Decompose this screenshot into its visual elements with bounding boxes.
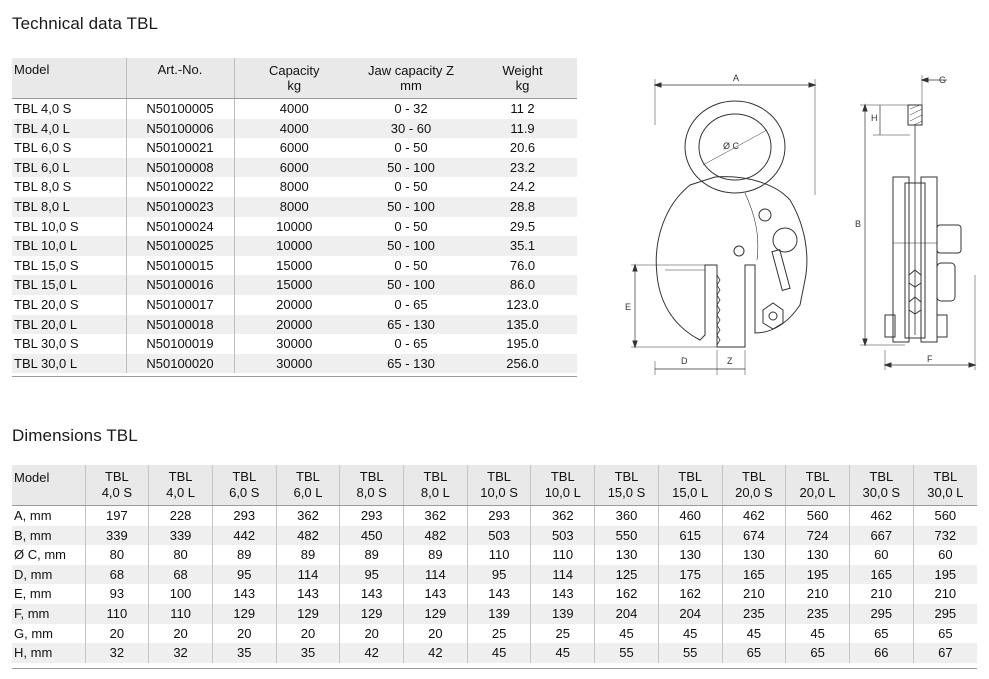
dimension-value: 89 [276, 545, 340, 565]
dimension-value: 293 [340, 506, 404, 526]
model-size: 8,0 S [356, 485, 387, 500]
model-column-header [149, 465, 213, 506]
model-series: TBL [423, 469, 448, 484]
jaw-capacity-cell: 0 - 32 [394, 101, 428, 116]
dimension-value: 139 [531, 604, 595, 624]
dimension-value: 114 [276, 565, 340, 585]
dimension-value: 143 [467, 584, 531, 604]
model-size: 10,0 S [480, 485, 518, 500]
dimension-value: 32 [149, 643, 213, 663]
model-series: TBL [678, 469, 703, 484]
dimension-value: 20 [212, 624, 276, 644]
dimension-value: 503 [531, 526, 595, 546]
model-size: 30,0 S [862, 485, 901, 500]
dim-label-a: A [733, 73, 740, 83]
dimension-value: 68 [149, 565, 213, 585]
dimension-value: 560 [913, 506, 977, 526]
model-cell: TBL 6,0 S [12, 138, 126, 158]
jaw-capacity-cell: 65 - 130 [354, 315, 468, 335]
dimension-value: 139 [467, 604, 531, 624]
dimension-value: 165 [722, 565, 786, 585]
dimension-value: 25 [467, 624, 531, 644]
model-series: TBL [232, 469, 257, 484]
model-column-header [849, 465, 913, 506]
jaw-capacity-cell: 0 - 65 [394, 296, 428, 312]
capacity-cell: 20000 [234, 315, 354, 335]
dim-label-f: F [927, 354, 933, 364]
model-column-header [467, 465, 531, 506]
model-column-header [340, 465, 404, 506]
dimension-value: 93 [85, 584, 149, 604]
technical-row [12, 177, 577, 197]
technical-row [12, 315, 577, 335]
weight-cell: 29.5 [509, 218, 536, 234]
dimensions-title: Dimensions TBL [12, 426, 138, 445]
dimension-value: 235 [786, 604, 850, 624]
header-art-no: Art.-No. [126, 58, 234, 99]
technical-header-row [12, 58, 577, 99]
dimension-value: 165 [849, 565, 913, 585]
jaw-capacity-cell: 50 - 100 [354, 275, 468, 295]
dimension-value: 45 [722, 624, 786, 644]
capacity-cell: 4000 [234, 119, 354, 139]
dimension-value: 60 [913, 545, 977, 565]
dimension-value: 110 [531, 545, 595, 565]
model-size: 6,0 L [293, 485, 323, 500]
model-series: TBL [104, 469, 129, 484]
header-weight-unit: kg [515, 78, 530, 93]
technical-row [12, 334, 577, 354]
dimension-value: 95 [340, 565, 404, 585]
dimension-value: 68 [85, 565, 149, 585]
art-no-cell: N50100021 [126, 138, 234, 158]
model-series: TBL [741, 469, 766, 484]
dimension-value: 503 [467, 526, 531, 546]
art-no-cell: N50100008 [126, 158, 234, 178]
art-no-cell: N50100018 [126, 315, 234, 335]
dimension-value: 89 [212, 545, 276, 565]
dimension-value: 80 [85, 545, 149, 565]
dimension-value: 65 [722, 643, 786, 663]
model-cell: TBL 15,0 L [12, 275, 126, 295]
dimension-value: 210 [913, 584, 977, 604]
dimension-value: 204 [595, 604, 659, 624]
dimension-value: 89 [340, 545, 404, 565]
dimension-value: 724 [786, 526, 850, 546]
dimension-row [12, 506, 977, 526]
model-size: 6,0 S [229, 485, 260, 500]
model-column-header [658, 465, 722, 506]
dimension-value: 143 [276, 584, 340, 604]
art-no-cell: N50100023 [126, 197, 234, 217]
technical-row [12, 236, 577, 256]
dimension-row [12, 624, 977, 644]
weight-cell: 135.0 [468, 315, 577, 335]
model-size: 4,0 S [101, 485, 133, 500]
dimension-value: 339 [85, 526, 149, 546]
dimension-value: 462 [849, 506, 913, 526]
dimension-value: 100 [149, 584, 213, 604]
dimension-value: 66 [849, 643, 913, 663]
dimension-value: 45 [531, 643, 595, 663]
dimension-value: 80 [149, 545, 213, 565]
capacity-cell: 4000 [279, 101, 309, 116]
dim-label-c: Ø C [723, 141, 740, 151]
dimension-value: 114 [531, 565, 595, 585]
technical-row [12, 217, 577, 237]
dimension-value: 89 [404, 545, 468, 565]
dimension-value: 129 [404, 604, 468, 624]
weight-cell: 123.0 [506, 296, 539, 312]
dimension-value: 20 [149, 624, 213, 644]
dimension-value: 482 [404, 526, 468, 546]
dimension-value: 110 [85, 604, 149, 624]
model-column-header [531, 465, 595, 506]
dimension-value: 482 [276, 526, 340, 546]
art-no-cell: N50100016 [126, 275, 234, 295]
technical-row [12, 99, 577, 119]
model-size: 20,0 S [735, 485, 773, 500]
model-size: 20,0 L [799, 485, 836, 500]
header-jaw-unit: mm [400, 78, 422, 93]
model-cell: TBL 10,0 L [12, 236, 126, 256]
dimension-value: 95 [212, 565, 276, 585]
technical-data-table [12, 58, 577, 373]
dimension-value: 130 [786, 545, 850, 565]
dimension-value: 450 [340, 526, 404, 546]
weight-cell: 24.2 [509, 179, 536, 195]
dimension-label: A, mm [14, 508, 52, 523]
header-model: Model [12, 58, 126, 99]
dim-label-g: G [939, 75, 947, 85]
art-no-cell: N50100006 [126, 119, 234, 139]
dimension-value: 615 [658, 526, 722, 546]
technical-row [12, 119, 577, 139]
jaw-capacity-cell: 30 - 60 [354, 119, 468, 139]
model-size: 15,0 S [607, 485, 646, 500]
art-no-cell: N50100022 [126, 177, 234, 197]
model-column-header [722, 465, 786, 506]
model-series: TBL [296, 469, 320, 484]
weight-cell: 23.2 [468, 158, 577, 178]
dimension-value: 45 [786, 624, 850, 644]
dimension-value: 210 [786, 584, 850, 604]
technical-row [12, 158, 577, 178]
dimension-value: 65 [786, 643, 850, 663]
dimension-value: 667 [849, 526, 913, 546]
dimension-value: 175 [658, 565, 722, 585]
capacity-cell: 8000 [234, 197, 354, 217]
model-size: 8,0 L [420, 485, 450, 500]
dimension-value: 460 [658, 506, 722, 526]
model-size: 4,0 L [166, 485, 196, 500]
model-cell: TBL 30,0 L [12, 354, 126, 374]
model-cell: TBL 20,0 L [12, 315, 126, 335]
model-column-header [786, 465, 850, 506]
model-size: 10,0 L [544, 485, 581, 500]
dimension-value: 114 [404, 565, 468, 585]
dimension-value: 293 [212, 506, 276, 526]
dim-label-z: Z [727, 356, 733, 366]
dimension-value: 129 [212, 604, 276, 624]
dimension-value: 129 [340, 604, 404, 624]
dimension-value: 55 [595, 643, 659, 663]
dimension-value: 143 [404, 584, 468, 604]
dimension-value: 143 [531, 584, 595, 604]
weight-cell: 28.8 [468, 197, 577, 217]
capacity-cell: 6000 [279, 140, 309, 156]
header-weight-label: Weight [502, 63, 543, 78]
weight-cell: 195.0 [506, 336, 539, 352]
dimension-value: 295 [913, 604, 977, 624]
dimension-value: 60 [849, 545, 913, 565]
dim-label-b: B [855, 219, 862, 229]
dimension-value: 125 [595, 565, 659, 585]
header-capacity-unit: kg [287, 78, 302, 93]
capacity-cell: 8000 [279, 179, 309, 195]
dimension-value: 560 [786, 506, 850, 526]
dimension-label: Ø C, mm [14, 547, 66, 563]
model-column-header [212, 465, 276, 506]
dimension-value: 65 [849, 624, 913, 644]
technical-row [12, 138, 577, 158]
model-column-header [595, 465, 659, 506]
capacity-cell: 15000 [276, 257, 313, 273]
dim-label-d: D [681, 356, 688, 366]
model-series: TBL [359, 469, 384, 484]
technical-bottom-rule [12, 376, 577, 377]
model-column-header [913, 465, 977, 506]
dimension-value: 442 [212, 526, 276, 546]
dimension-value: 162 [595, 584, 659, 604]
dimension-value: 197 [85, 506, 149, 526]
model-size: 30,0 L [927, 485, 964, 500]
model-cell: TBL 6,0 L [12, 158, 126, 178]
dimension-value: 20 [404, 624, 468, 644]
dimension-value: 462 [722, 506, 786, 526]
model-cell: TBL 20,0 S [12, 295, 126, 315]
weight-cell: 256.0 [468, 354, 577, 374]
dimension-value: 143 [340, 584, 404, 604]
art-no-cell: N50100024 [126, 217, 234, 237]
dimension-value: 110 [149, 604, 213, 624]
dimensions-header-model: Model [12, 465, 85, 506]
dimension-value: 210 [722, 584, 786, 604]
weight-cell: 20.6 [509, 140, 536, 156]
art-no-cell: N50100020 [126, 354, 234, 374]
dimension-value: 42 [404, 643, 468, 663]
dimension-row [12, 584, 977, 604]
dimension-value: 20 [276, 624, 340, 644]
technical-row [12, 275, 577, 295]
capacity-cell: 10000 [276, 218, 313, 234]
model-series: TBL [869, 469, 894, 484]
art-no-cell: N50100015 [126, 256, 234, 276]
technical-row [12, 197, 577, 217]
art-no-cell: N50100005 [126, 99, 234, 119]
dimension-value: 674 [722, 526, 786, 546]
dimension-value: 732 [913, 526, 977, 546]
dimension-value: 362 [404, 506, 468, 526]
technical-row [12, 256, 577, 276]
model-cell: TBL 8,0 S [12, 177, 126, 197]
jaw-capacity-cell: 50 - 100 [354, 197, 468, 217]
dimensions-bottom-rule [12, 668, 977, 669]
capacity-cell: 20000 [276, 296, 313, 312]
jaw-capacity-cell: 0 - 50 [394, 140, 428, 156]
model-size: 15,0 L [672, 485, 709, 500]
dimension-row [12, 545, 977, 565]
dimension-value: 204 [658, 604, 722, 624]
model-cell: TBL 10,0 S [12, 217, 126, 237]
dimension-row [12, 604, 977, 624]
dimension-label: G, mm [14, 625, 53, 641]
dimension-label: H, mm [12, 643, 85, 663]
jaw-capacity-cell: 50 - 100 [354, 236, 468, 256]
dimension-value: 362 [276, 506, 340, 526]
jaw-capacity-cell: 65 - 130 [354, 354, 468, 374]
dimension-row [12, 565, 977, 585]
dimension-label: E, mm [14, 586, 52, 602]
dimension-value: 95 [467, 565, 531, 585]
dimension-value: 45 [595, 624, 659, 644]
dimension-value: 210 [849, 584, 913, 604]
header-jaw [354, 58, 468, 99]
capacity-cell: 15000 [234, 275, 354, 295]
model-cell: TBL 30,0 S [12, 334, 126, 354]
dimension-value: 45 [658, 624, 722, 644]
jaw-capacity-cell: 0 - 65 [394, 336, 428, 352]
dimension-label: F, mm [12, 604, 85, 624]
dimension-value: 20 [85, 624, 149, 644]
dimension-value: 130 [595, 545, 659, 565]
dimension-value: 65 [913, 624, 977, 644]
dimension-value: 130 [658, 545, 722, 565]
dimension-value: 360 [595, 506, 659, 526]
model-series: TBL [487, 469, 511, 484]
dimension-value: 129 [276, 604, 340, 624]
capacity-cell: 30000 [276, 336, 313, 352]
dimension-value: 55 [658, 643, 722, 663]
dimension-value: 235 [722, 604, 786, 624]
jaw-capacity-cell: 50 - 100 [354, 158, 468, 178]
model-column-header [276, 465, 340, 506]
capacity-cell: 30000 [234, 354, 354, 374]
art-no-cell: N50100017 [126, 295, 234, 315]
dimension-value: 130 [722, 545, 786, 565]
dimension-value: 295 [849, 604, 913, 624]
weight-cell: 11 2 [510, 101, 535, 116]
dimension-value: 195 [913, 565, 977, 585]
dimensions-table [12, 465, 977, 663]
weight-cell: 11.9 [468, 119, 577, 139]
header-capacity [234, 58, 354, 99]
dimension-value: 35 [212, 643, 276, 663]
dimension-value: 293 [467, 506, 531, 526]
technical-data-title: Technical data TBL [12, 14, 159, 33]
jaw-capacity-cell: 0 - 50 [394, 218, 428, 234]
jaw-capacity-cell: 0 - 50 [394, 257, 428, 273]
model-cell: TBL 4,0 L [12, 119, 126, 139]
dimension-value: 20 [340, 624, 404, 644]
art-no-cell: N50100019 [126, 334, 234, 354]
dimension-value: 32 [85, 643, 149, 663]
dimension-value: 110 [467, 545, 531, 565]
dimension-value: 42 [340, 643, 404, 663]
dimension-row [12, 526, 977, 546]
weight-cell: 35.1 [468, 236, 577, 256]
dimension-value: 67 [913, 643, 977, 663]
dimension-value: 25 [531, 624, 595, 644]
weight-cell: 86.0 [468, 275, 577, 295]
dimension-value: 362 [531, 506, 595, 526]
model-series: TBL [614, 469, 639, 484]
model-series: TBL [933, 469, 958, 484]
jaw-capacity-cell: 0 - 50 [394, 179, 428, 195]
dim-label-e: E [625, 302, 632, 312]
dimension-value: 35 [276, 643, 340, 663]
weight-cell: 76.0 [509, 257, 536, 273]
dimension-value: 550 [595, 526, 659, 546]
capacity-cell: 6000 [234, 158, 354, 178]
art-no-cell: N50100025 [126, 236, 234, 256]
model-series: TBL [550, 469, 575, 484]
dim-label-h: H [871, 113, 878, 123]
header-weight [468, 58, 577, 99]
technical-row [12, 354, 577, 374]
clamp-technical-drawing [605, 65, 985, 385]
header-jaw-label: Jaw capacity Z [368, 63, 454, 78]
header-capacity-label: Capacity [268, 63, 320, 78]
dimension-value: 228 [149, 506, 213, 526]
dimensions-header-row [12, 465, 977, 506]
model-cell: TBL 8,0 L [12, 197, 126, 217]
model-column-header [85, 465, 149, 506]
technical-row [12, 295, 577, 315]
model-cell: TBL 4,0 S [12, 99, 126, 119]
dimension-row [12, 643, 977, 663]
model-series: TBL [168, 469, 193, 484]
capacity-cell: 10000 [234, 236, 354, 256]
dimension-label: D, mm [12, 565, 85, 585]
dimension-label: B, mm [12, 526, 85, 546]
model-column-header [404, 465, 468, 506]
dimension-value: 162 [658, 584, 722, 604]
dimension-value: 143 [212, 584, 276, 604]
dimension-value: 339 [149, 526, 213, 546]
dimension-value: 45 [467, 643, 531, 663]
model-series: TBL [805, 469, 830, 484]
model-cell: TBL 15,0 S [12, 256, 126, 276]
dimension-value: 195 [786, 565, 850, 585]
